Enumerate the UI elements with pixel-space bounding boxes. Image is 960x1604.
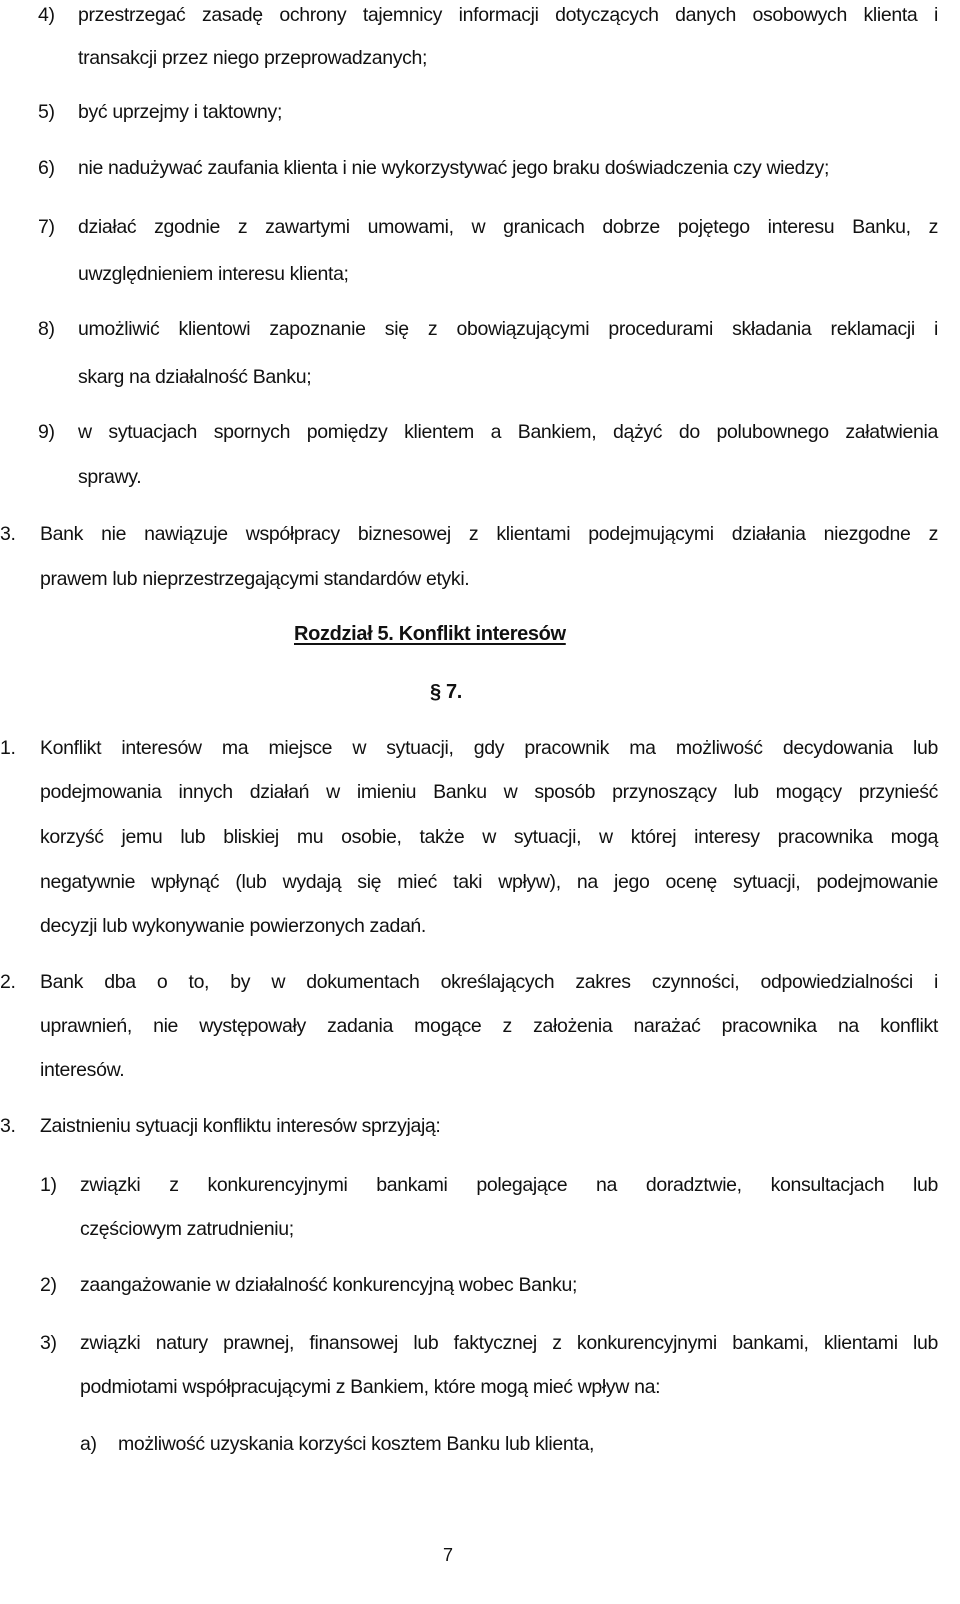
sub-list-line: zaangażowanie w działalność konkurencyjną wobec Banku; <box>80 1274 578 1296</box>
paragraph-line: Zaistnieniu sytuacji konfliktu interesów sprzyjają: <box>40 1115 441 1137</box>
list-number: 8) <box>38 318 55 340</box>
list-item-line: nie nadużywać zaufania klienta i nie wykorzystywać jego braku doświadczenia czy wiedzy; <box>78 157 830 179</box>
list-item-line: w sytuacjach spornych pomiędzy klientem a Bankiem, dążyć do polubownego załatwienia <box>78 421 938 443</box>
sub-sub-list-number: a) <box>80 1433 97 1455</box>
sub-list-line: podmiotami współpracującymi z Bankiem, które mogą mieć wpływ na: <box>80 1376 661 1398</box>
paragraph-line: interesów. <box>40 1059 125 1081</box>
paragraph-line: decyzji lub wykonywanie powierzonych zadań. <box>40 915 426 937</box>
paragraph-line: negatywnie wpłynąć (lub wydają się mieć taki wpływ), na jego ocenę sytuacji, podejmowanie <box>40 871 938 893</box>
list-item-line: przestrzegać zasadę ochrony tajemnicy informacji dotyczących danych osobowych klienta i <box>78 4 938 26</box>
point-number: 3. <box>0 1115 16 1137</box>
sub-list-number: 2) <box>40 1274 57 1296</box>
list-item-line: działać zgodnie z zawartymi umowami, w granicach dobrze pojętego interesu Banku, z <box>78 216 938 238</box>
list-item-line: być uprzejmy i taktowny; <box>78 101 283 123</box>
point-number: 1. <box>0 737 16 759</box>
list-item-line: transakcji przez niego przeprowadzanych; <box>78 47 428 69</box>
paragraph-line: Bank nie nawiązuje współpracy biznesowej z klientami podejmującymi działania niezgodne z <box>40 523 938 545</box>
sub-list-line: częściowym zatrudnieniu; <box>80 1218 294 1240</box>
list-number: 4) <box>38 4 55 26</box>
paragraph-line: Bank dba o to, by w dokumentach określających zakres czynności, odpowiedzialności i <box>40 971 938 993</box>
list-number: 5) <box>38 101 55 123</box>
list-number: 9) <box>38 421 55 443</box>
paragraph-line: podejmowania innych działań w imieniu Banku w sposób przynoszący lub mogący przynieść <box>40 781 938 803</box>
paragraph-line: Konflikt interesów ma miejsce w sytuacji, gdy pracownik ma możliwość decydowania lub <box>40 737 938 759</box>
paragraph-line: korzyść jemu lub bliskiej mu osobie, także w sytuacji, w której interesy pracownika mogą <box>40 826 938 848</box>
chapter-heading: Rozdział 5. Konflikt interesów <box>294 623 566 645</box>
list-number: 6) <box>38 157 55 179</box>
point-number: 2. <box>0 971 16 993</box>
sub-list-number: 3) <box>40 1332 57 1354</box>
list-item-line: uwzględnieniem interesu klienta; <box>78 263 349 285</box>
list-item-line: sprawy. <box>78 466 142 488</box>
section-sign: § 7. <box>430 681 462 703</box>
page-number: 7 <box>443 1545 454 1565</box>
paragraph-line: uprawnień, nie występowały zadania mogące z założenia narażać pracownika na konflikt <box>40 1015 938 1037</box>
paragraph-line: prawem lub nieprzestrzegającymi standardów etyki. <box>40 568 470 590</box>
sub-list-number: 1) <box>40 1174 57 1196</box>
list-number: 7) <box>38 216 55 238</box>
point-number: 3. <box>0 523 16 545</box>
sub-list-line: związki natury prawnej, finansowej lub faktycznej z konkurencyjnymi bankami, klientami lub <box>80 1332 938 1354</box>
list-item-line: umożliwić klientowi zapoznanie się z obowiązującymi procedurami składania reklamacji i <box>78 318 938 340</box>
list-item-line: skarg na działalność Banku; <box>78 366 312 388</box>
sub-sub-list-line: możliwość uzyskania korzyści kosztem Banku lub klienta, <box>118 1433 595 1455</box>
sub-list-line: związki z konkurencyjnymi bankami polegające na doradztwie, konsultacjach lub <box>80 1174 938 1196</box>
